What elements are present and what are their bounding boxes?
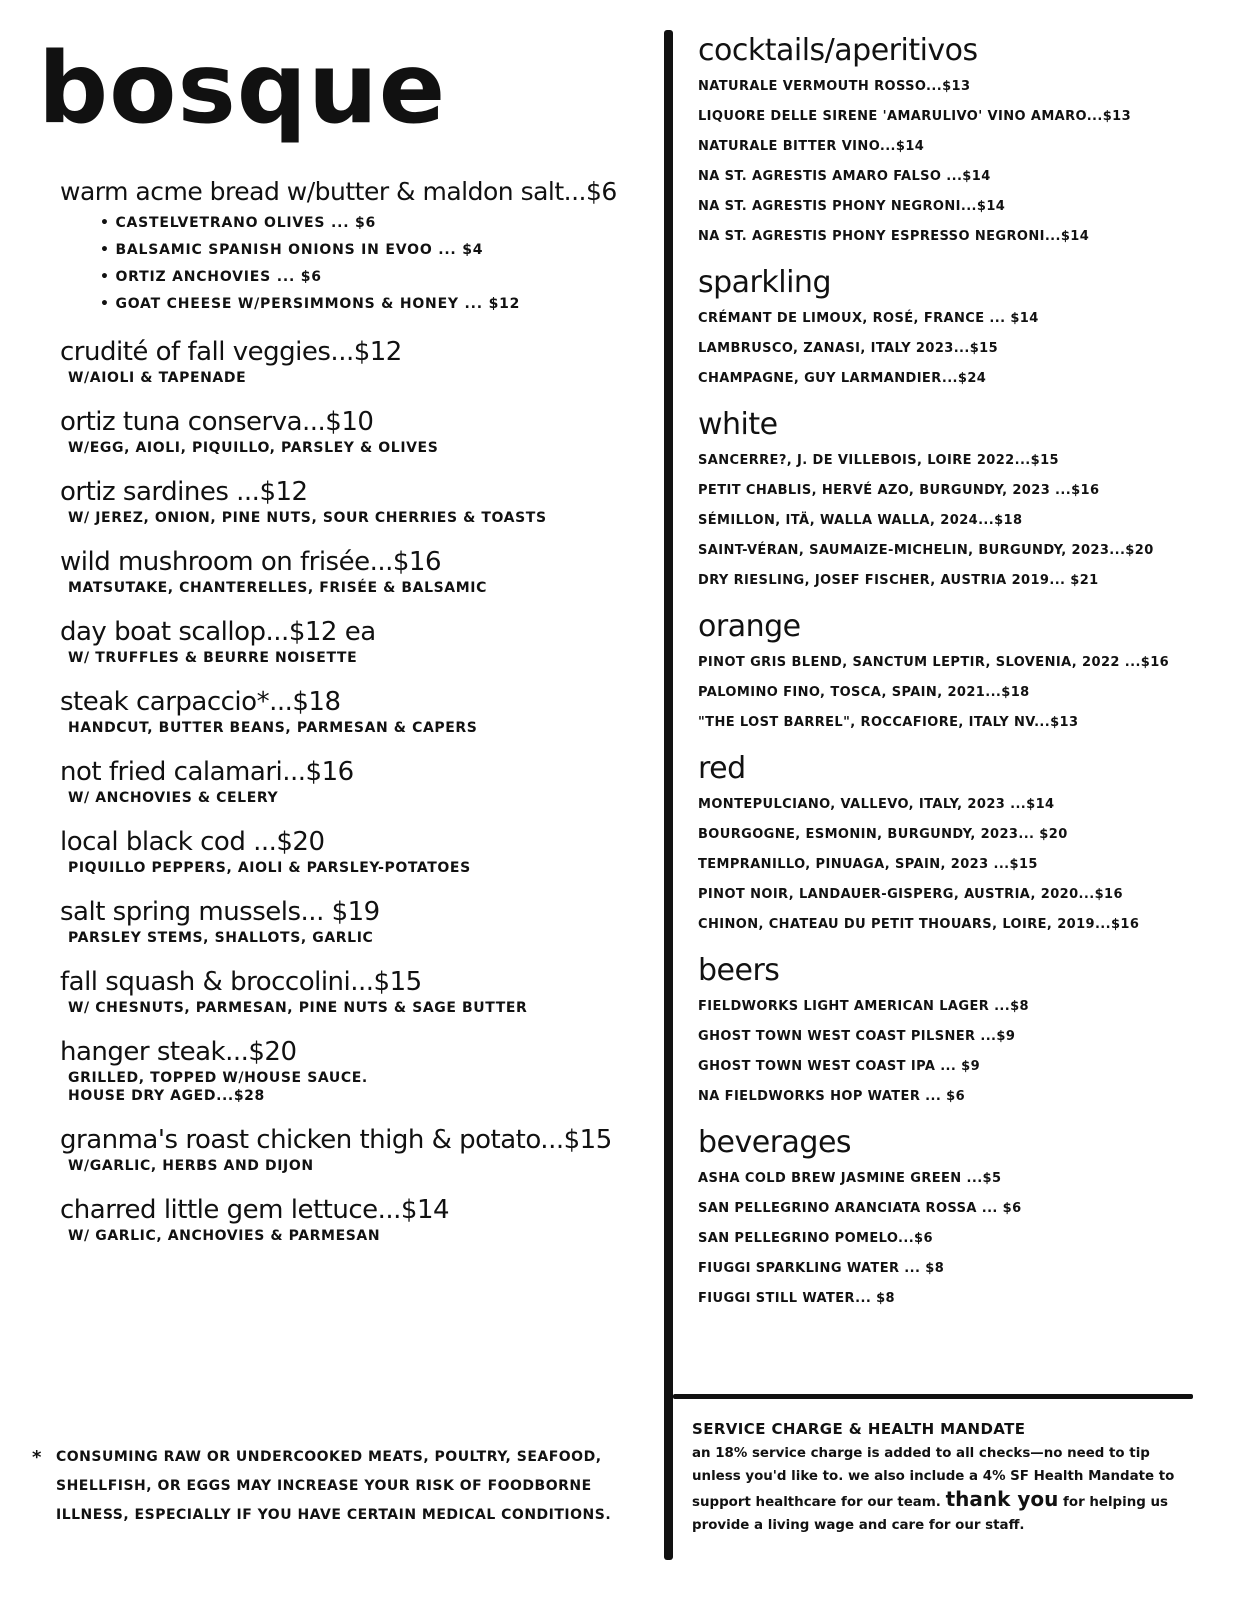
menu-item-description: W/ ANCHOVIES & CELERY xyxy=(68,790,279,806)
restaurant-logo: bosque xyxy=(38,32,447,146)
menu-item-name: local black cod ...$20 xyxy=(60,827,325,857)
drink-item: CRÉMANT DE LIMOUX, ROSÉ, FRANCE ... $14 xyxy=(698,311,1039,326)
section-white xyxy=(698,404,1218,596)
drink-item: PINOT NOIR, LANDAUER-GISPERG, AUSTRIA, 2020...$16 xyxy=(698,887,1123,902)
section-title: white xyxy=(698,407,778,442)
drink-item: FIUGGI STILL WATER... $8 xyxy=(698,1291,895,1306)
drink-item: GHOST TOWN WEST COAST PILSNER ...$9 xyxy=(698,1029,1016,1044)
section-beverages xyxy=(698,1122,1218,1314)
drink-item: FIUGGI SPARKLING WATER ... $8 xyxy=(698,1261,945,1276)
drink-item: LAMBRUSCO, ZANASI, ITALY 2023...$15 xyxy=(698,341,999,356)
section-divider xyxy=(673,1394,1193,1399)
addon-item: • CASTELVETRANO OLIVES ... $6 xyxy=(100,210,665,237)
menu-item xyxy=(60,1194,665,1246)
drink-item: NA ST. AGRESTIS PHONY NEGRONI...$14 xyxy=(698,199,1006,214)
drink-item: CHAMPAGNE, GUY LARMANDIER...$24 xyxy=(698,371,987,386)
drink-item: SAINT-VÉRAN, SAUMAIZE-MICHELIN, BURGUNDY, 2023...$20 xyxy=(698,543,1154,558)
menu-item xyxy=(60,406,665,458)
section-beers xyxy=(698,950,1218,1112)
drink-item: MONTEPULCIANO, VALLEVO, ITALY, 2023 ...$14 xyxy=(698,797,1055,812)
menu-item-description: MATSUTAKE, CHANTERELLES, FRISÉE & BALSAMIC xyxy=(68,580,487,596)
thank-you-text: thank you xyxy=(945,1487,1059,1511)
menu-item-description: W/EGG, AIOLI, PIQUILLO, PARSLEY & OLIVES xyxy=(68,440,439,456)
menu-item-description: W/ JEREZ, ONION, PINE NUTS, SOUR CHERRIES & TOASTS xyxy=(68,510,547,526)
drink-item: SAN PELLEGRINO ARANCIATA ROSSA ... $6 xyxy=(698,1201,1022,1216)
section-cocktails xyxy=(698,30,1218,252)
menu-item-name: warm acme bread w/butter & maldon salt...$6 xyxy=(60,177,617,206)
drink-item: PINOT GRIS BLEND, SANCTUM LEPTIR, SLOVENIA, 2022 ...$16 xyxy=(698,655,1170,670)
menu-item-description: HANDCUT, BUTTER BEANS, PARMESAN & CAPERS xyxy=(68,720,478,736)
food-safety-footnote xyxy=(32,1443,632,1530)
menu-item xyxy=(60,686,665,738)
drink-item: ASHA COLD BREW JASMINE GREEN ...$5 xyxy=(698,1171,1002,1186)
menu-item-name: steak carpaccio*...$18 xyxy=(60,687,341,717)
menu-item-description: W/ GARLIC, ANCHOVIES & PARMESAN xyxy=(68,1228,381,1244)
addon-item: • GOAT CHEESE W/PERSIMMONS & HONEY ... $12 xyxy=(100,291,665,318)
menu-item xyxy=(60,826,665,878)
menu-item xyxy=(60,756,665,808)
food-menu xyxy=(60,176,665,1264)
service-body-end: for helping us provide a living wage and care for our staff. xyxy=(692,1495,1169,1533)
service-charge-note xyxy=(692,1416,1202,1537)
addon-item: • ORTIZ ANCHOVIES ... $6 xyxy=(100,264,665,291)
drink-item: TEMPRANILLO, PINUAGA, SPAIN, 2023 ...$15 xyxy=(698,857,1038,872)
menu-item-description: W/ TRUFFLES & BEURRE NOISETTE xyxy=(68,650,358,666)
drink-item: PALOMINO FINO, TOSCA, SPAIN, 2021...$18 xyxy=(698,685,1030,700)
menu-item-name: salt spring mussels... $19 xyxy=(60,897,380,927)
menu-item-name: ortiz sardines ...$12 xyxy=(60,477,308,507)
section-title: red xyxy=(698,751,746,786)
menu-item-description: W/ CHESNUTS, PARMESAN, PINE NUTS & SAGE BUTTER xyxy=(68,1000,528,1016)
menu-item xyxy=(60,1124,665,1176)
menu-item-description: GRILLED, TOPPED W/HOUSE SAUCE. xyxy=(68,1070,368,1086)
drink-item: FIELDWORKS LIGHT AMERICAN LAGER ...$8 xyxy=(698,999,1029,1014)
bread-addons-list xyxy=(60,210,665,318)
asterisk-icon: * xyxy=(32,1447,42,1468)
service-body-text: an 18% service charge is added to all checks—no need to tip unless you'd like to. we also include a 4% SF Health Mandate to support healthcare for our team. xyxy=(692,1446,1175,1510)
menu-item-name: hanger steak...$20 xyxy=(60,1037,297,1067)
menu-item-bread xyxy=(60,176,665,318)
menu-item-name: wild mushroom on frisée...$16 xyxy=(60,547,442,577)
menu-item-description-extra: HOUSE DRY AGED...$28 xyxy=(68,1088,265,1104)
menu-item xyxy=(60,476,665,528)
column-divider xyxy=(664,30,673,1560)
section-title: cocktails/aperitivos xyxy=(698,33,978,68)
drinks-menu xyxy=(698,30,1218,1324)
section-orange xyxy=(698,606,1218,738)
menu-item xyxy=(60,546,665,598)
menu-item-description: W/AIOLI & TAPENADE xyxy=(68,370,247,386)
drink-item: NA ST. AGRESTIS PHONY ESPRESSO NEGRONI...$14 xyxy=(698,229,1090,244)
menu-item-description: PIQUILLO PEPPERS, AIOLI & PARSLEY-POTATOES xyxy=(68,860,471,876)
drink-item: NATURALE VERMOUTH ROSSO...$13 xyxy=(698,79,971,94)
menu-item-name: charred little gem lettuce...$14 xyxy=(60,1195,450,1225)
menu-item-description: PARSLEY STEMS, SHALLOTS, GARLIC xyxy=(68,930,374,946)
menu-item xyxy=(60,616,665,668)
drink-item: NA ST. AGRESTIS AMARO FALSO ...$14 xyxy=(698,169,991,184)
drink-item: SANCERRE?, J. DE VILLEBOIS, LOIRE 2022...$15 xyxy=(698,453,1059,468)
menu-item-name: ortiz tuna conserva...$10 xyxy=(60,407,374,437)
menu-item-name: fall squash & broccolini...$15 xyxy=(60,967,422,997)
drink-item: SAN PELLEGRINO POMELO...$6 xyxy=(698,1231,933,1246)
menu-item xyxy=(60,966,665,1018)
drink-item: "THE LOST BARREL", ROCCAFIORE, ITALY NV...$13 xyxy=(698,715,1079,730)
drink-item: NA FIELDWORKS HOP WATER ... $6 xyxy=(698,1089,966,1104)
drink-item: LIQUORE DELLE SIRENE 'AMARULIVO' VINO AMARO...$13 xyxy=(698,109,1132,124)
menu-item-description: W/GARLIC, HERBS AND DIJON xyxy=(68,1158,314,1174)
drink-item: SÉMILLON, ITÄ, WALLA WALLA, 2024...$18 xyxy=(698,513,1023,528)
section-sparkling xyxy=(698,262,1218,394)
menu-item xyxy=(60,1036,665,1106)
section-title: sparkling xyxy=(698,265,831,300)
section-title: beers xyxy=(698,953,780,988)
menu-item-name: not fried calamari...$16 xyxy=(60,757,354,787)
service-title: SERVICE CHARGE & HEALTH MANDATE xyxy=(692,1420,1026,1438)
menu-item-name: granma's roast chicken thigh & potato...$15 xyxy=(60,1125,612,1155)
section-red xyxy=(698,748,1218,940)
menu-item-name: crudité of fall veggies...$12 xyxy=(60,337,402,367)
drink-item: NATURALE BITTER VINO...$14 xyxy=(698,139,925,154)
footnote-text: CONSUMING RAW OR UNDERCOOKED MEATS, POULTRY, SEAFOOD, SHELLFISH, OR EGGS MAY INCREASE YOUR RISK OF FOODBORNE ILLNESS, ESPECIALLY IF YOU HAVE CERTAIN MEDICAL CONDITIONS. xyxy=(56,1449,612,1523)
drink-item: BOURGOGNE, ESMONIN, BURGUNDY, 2023... $20 xyxy=(698,827,1068,842)
drink-item: PETIT CHABLIS, HERVÉ AZO, BURGUNDY, 2023 ...$16 xyxy=(698,483,1100,498)
drink-item: DRY RIESLING, JOSEF FISCHER, AUSTRIA 2019... $21 xyxy=(698,573,1099,588)
drink-item: GHOST TOWN WEST COAST IPA ... $9 xyxy=(698,1059,981,1074)
section-title: orange xyxy=(698,609,801,644)
menu-item-name: day boat scallop...$12 ea xyxy=(60,617,376,647)
menu-item xyxy=(60,336,665,388)
drink-item: CHINON, CHATEAU DU PETIT THOUARS, LOIRE, 2019...$16 xyxy=(698,917,1140,932)
addon-item: • BALSAMIC SPANISH ONIONS IN EVOO ... $4 xyxy=(100,237,665,264)
service-body xyxy=(692,1442,1202,1537)
menu-item xyxy=(60,896,665,948)
section-title: beverages xyxy=(698,1125,852,1160)
